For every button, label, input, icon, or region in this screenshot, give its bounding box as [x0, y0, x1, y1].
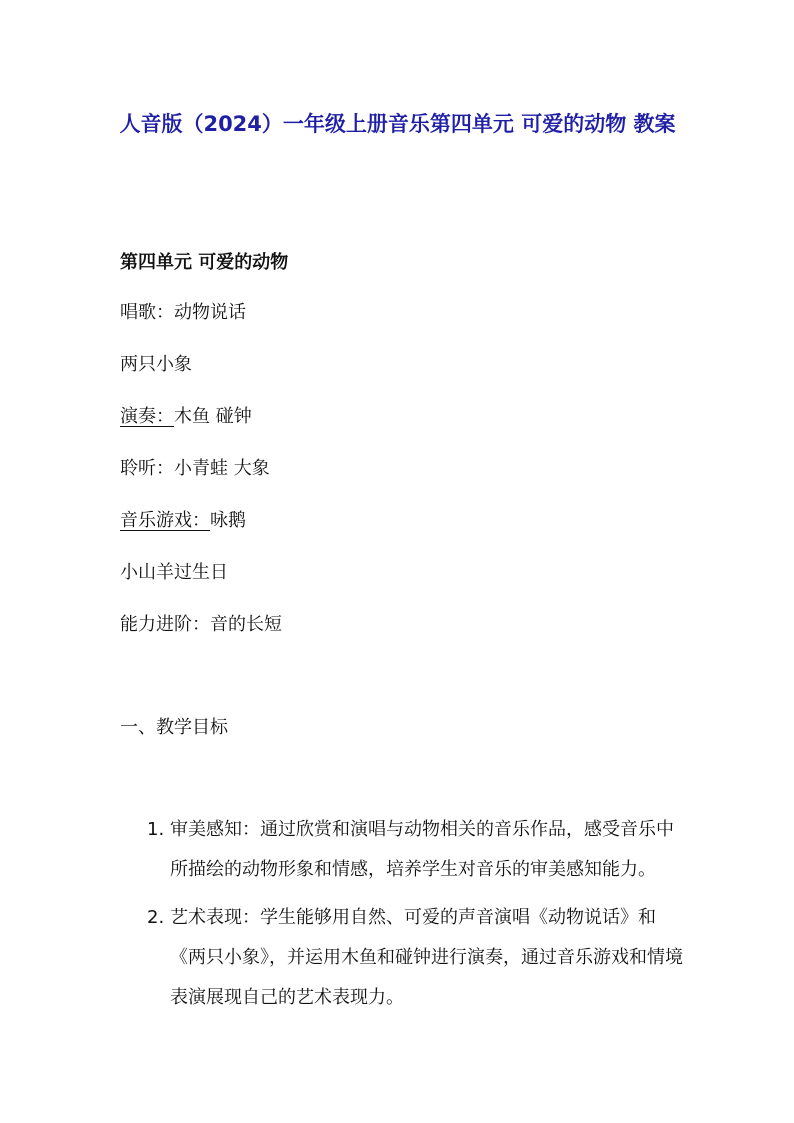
- singing-label: 唱歌：: [120, 302, 174, 323]
- ability-items: 音的长短: [210, 614, 282, 635]
- unit-heading: 第四单元 可爱的动物: [120, 252, 289, 273]
- game-line-2: 小山羊过生日: [120, 562, 228, 583]
- play-label: 演奏：: [120, 406, 174, 427]
- game-label: 音乐游戏：: [120, 510, 210, 531]
- ability-label: 能力进阶：: [120, 614, 210, 635]
- singing-line-2: 两只小象: [120, 354, 192, 375]
- objective-text: 审美感知：通过欣赏和演唱与动物相关的音乐作品，感受音乐中所描绘的动物形象和情感，培养学生对音乐的审美感知能力。: [170, 819, 674, 880]
- game-items: 咏鹅: [210, 510, 246, 531]
- listen-line: [120, 456, 270, 482]
- objective-number: 2.: [147, 907, 165, 928]
- objective-item-1: [147, 810, 687, 890]
- play-line: [120, 404, 252, 430]
- singing-line: [120, 300, 246, 326]
- listen-items: 小青蛙 大象: [174, 458, 270, 479]
- play-items: 木鱼 碰钟: [174, 406, 252, 427]
- document-title: 人音版（2024）一年级上册音乐第四单元 可爱的动物 教案: [119, 112, 676, 136]
- game-line: [120, 508, 246, 534]
- objective-item-2: [147, 898, 687, 1018]
- listen-label: 聆听：: [120, 458, 174, 479]
- objective-number: 1.: [147, 819, 165, 840]
- objective-text: 艺术表现：学生能够用自然、可爱的声音演唱《动物说话》和《两只小象》，并运用木鱼和碰钟进行演奏，通过音乐游戏和情境表演展现自己的艺术表现力。: [170, 907, 683, 1008]
- singing-items: 动物说话: [174, 302, 246, 323]
- ability-line: [120, 612, 282, 638]
- section-heading-objectives: 一、教学目标: [120, 717, 228, 738]
